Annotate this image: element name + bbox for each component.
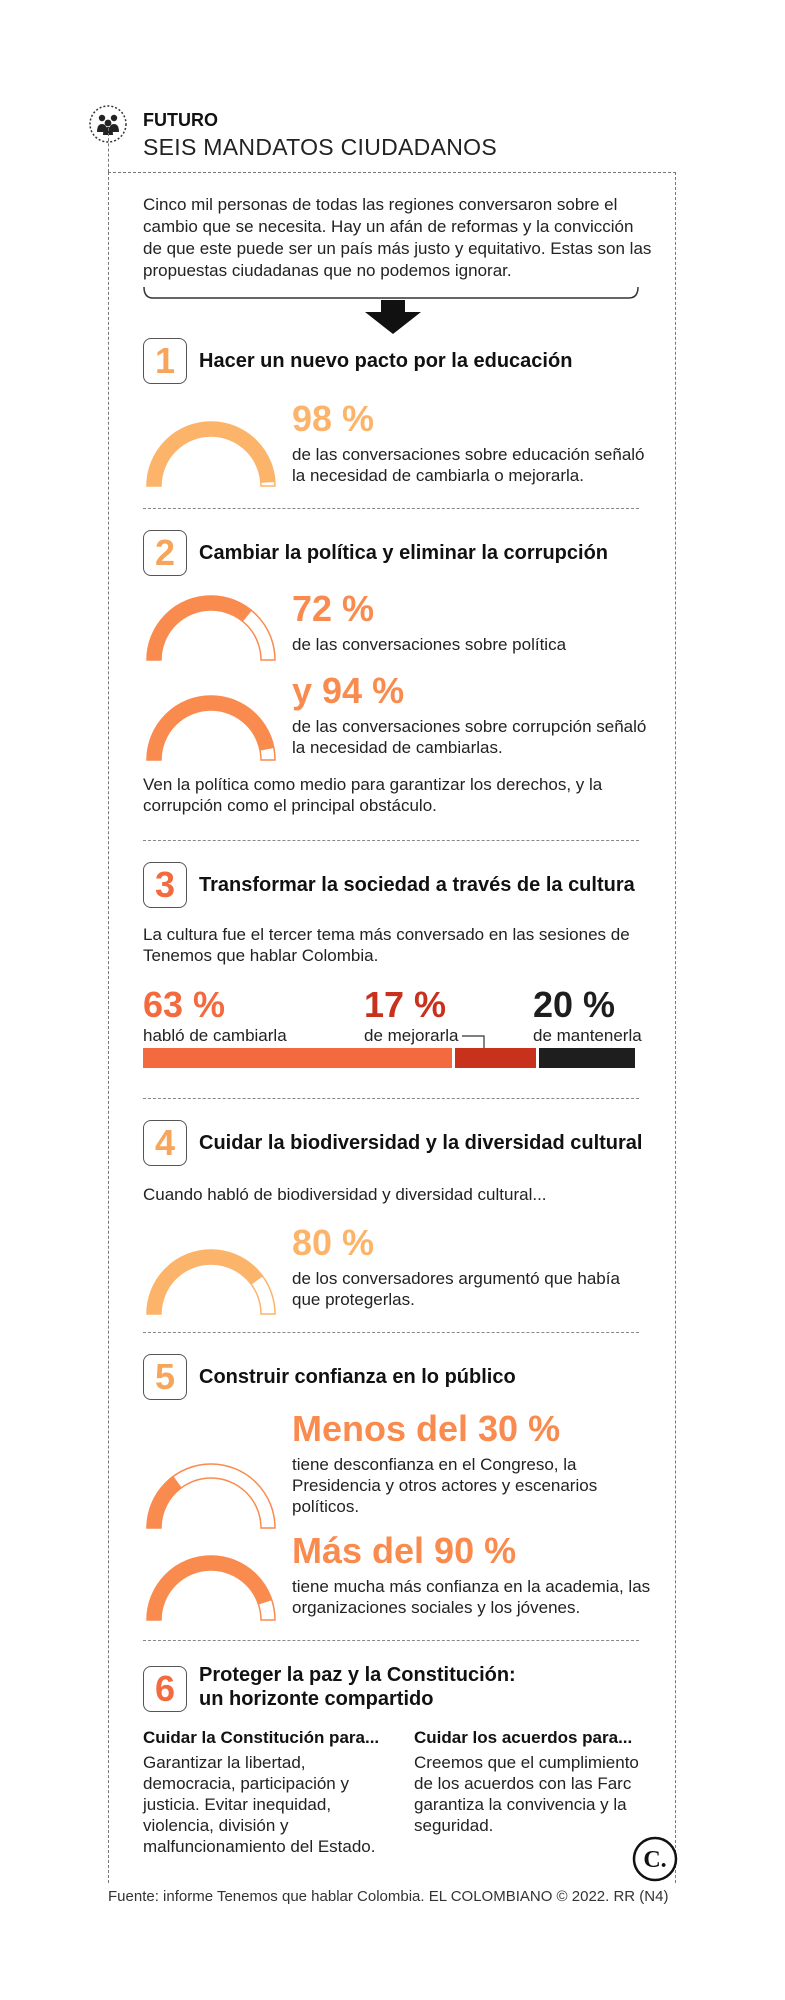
section-title-4: Cuidar la biodiversidad y la diversidad cultural	[199, 1132, 643, 1154]
bar-segment-change	[143, 1048, 452, 1068]
section-number-5: 5	[143, 1354, 187, 1400]
section-note-3: La cultura fue el tercer tema más conversado en las sesiones de Tenemos que hablar Colombia.	[143, 925, 630, 965]
divider	[143, 1332, 639, 1333]
bar-segment-improve	[455, 1048, 536, 1068]
column-text-constitution: Garantizar la libertad, democracia, participación y justicia. Evitar inequidad, violencia, división y malfuncionamiento del Estado.	[143, 1753, 376, 1856]
gauge-corruption-94	[143, 686, 279, 764]
stat-text-trust: tiene mucha más confianza en la academia, las organizaciones sociales y los jóvenes.	[292, 1577, 651, 1617]
stat-text-biodiversity: de los conversadores argumentó que había que protegerlas.	[292, 1269, 620, 1309]
bar-segment-keep	[539, 1048, 635, 1068]
page-title: SEIS MANDATOS CIUDADANOS	[143, 134, 497, 160]
column-title-agreements: Cuidar los acuerdos para...	[414, 1728, 633, 1747]
frame-line	[108, 128, 109, 172]
section-number-1: 1	[143, 338, 187, 384]
section-note-4: Cuando habló de biodiversidad y diversidad cultural...	[143, 1185, 547, 1204]
bar-value-change: 63 %	[143, 984, 226, 1025]
intro-text: Cinco mil personas de todas las regiones conversaron sobre el cambio que se necesita. Hay un afán de reformas y la convicción de que este puede ser un país más justo y equitativo. Estas son las propuestas ciudadanas que no podemos ignorar.	[143, 195, 652, 280]
section-note-2: Ven la política como medio para garantizar los derechos, y la corrupción como el principal obstáculo.	[143, 775, 603, 815]
section-title-3: Transformar la sociedad a través de la cultura	[199, 874, 635, 896]
gauge-fill	[147, 1556, 272, 1620]
section-number-2: 2	[143, 530, 187, 576]
stat-value-distrust: Menos del 30 %	[292, 1408, 561, 1449]
stat-value-biodiversity: 80 %	[292, 1222, 375, 1263]
bar-label-improve: de mejorarla	[364, 1026, 459, 1045]
section-number-4: 4	[143, 1120, 187, 1166]
gauge-distrust-30	[143, 1454, 279, 1532]
bar-label-change: habló de cambiarla	[143, 1026, 287, 1045]
divider	[143, 840, 639, 841]
down-arrow-icon	[365, 300, 421, 334]
section-number-6: 6	[143, 1666, 187, 1712]
stat-text-corruption: de las conversaciones sobre corrupción señaló la necesidad de cambiarlas.	[292, 717, 647, 757]
brand-logo-icon	[632, 1836, 678, 1882]
divider	[143, 508, 639, 509]
section-title-6-line1: Proteger la paz y la Constitución:	[199, 1664, 516, 1686]
gauge-fill	[147, 696, 274, 760]
gauge-fill	[147, 596, 252, 660]
section-kicker: FUTURO	[143, 110, 218, 130]
divider	[143, 1640, 639, 1641]
bar-value-improve: 17 %	[364, 984, 447, 1025]
stat-text-politics: de las conversaciones sobre política	[292, 635, 567, 654]
section-title-5: Construir confianza en lo público	[199, 1366, 516, 1388]
gauge-education-98	[143, 412, 279, 490]
stat-text-distrust: tiene desconfianza en el Congreso, la Presidencia y otros actores y escenarios políticos.	[292, 1455, 598, 1516]
section-title-1: Hacer un nuevo pacto por la educación	[199, 350, 573, 372]
footer-source: Fuente: informe Tenemos que hablar Colombia. EL COLOMBIANO © 2022. RR (N4)	[108, 1888, 669, 1905]
gauge-fill	[147, 422, 275, 486]
section-title-6-line2: un horizonte compartido	[199, 1688, 434, 1710]
section-number-3: 3	[143, 862, 187, 908]
gauge-trust-90	[143, 1546, 279, 1624]
stat-value-trust: Más del 90 %	[292, 1530, 517, 1571]
divider	[143, 1098, 639, 1099]
stat-value-corruption: y 94 %	[292, 670, 405, 711]
gauge-biodiversity-80	[143, 1240, 279, 1318]
column-text-agreements: Creemos que el cumplimiento de los acuerdos con las Farc garantiza la convivencia y la seguridad.	[414, 1753, 639, 1835]
column-title-constitution: Cuidar la Constitución para...	[143, 1728, 380, 1747]
brand-mark: C.	[643, 1847, 667, 1873]
stat-value-politics: 72 %	[292, 588, 375, 629]
bar-value-keep: 20 %	[533, 984, 616, 1025]
section-title-2: Cambiar la política y eliminar la corrupción	[199, 542, 609, 564]
gauge-politics-72	[143, 586, 279, 664]
bar-label-keep: de mantenerla	[533, 1026, 642, 1045]
stat-text-education: de las conversaciones sobre educación señaló la necesidad de cambiarla o mejorarla.	[292, 445, 645, 485]
stat-value-education: 98 %	[292, 398, 375, 439]
